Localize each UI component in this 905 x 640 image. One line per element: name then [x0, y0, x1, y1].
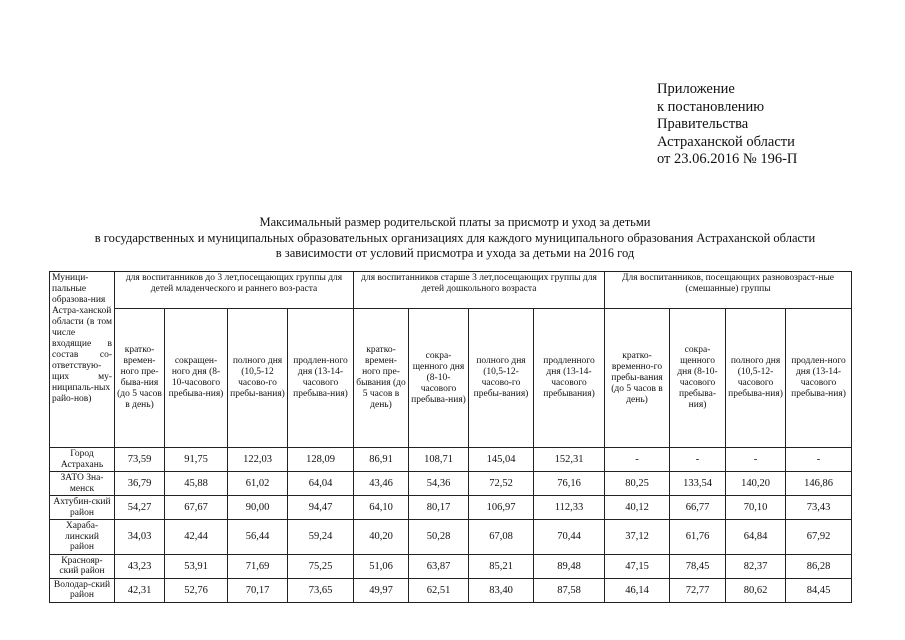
- sub-header: сокра-щенного дня (8-10-часового пребыва-ния): [670, 309, 726, 448]
- table-row: [50, 554, 852, 578]
- fee-value: 42,44: [165, 520, 228, 555]
- sub-header: кратко-времен-ного пре-быва-ния (до 5 часов в день): [115, 309, 165, 448]
- fee-value: 64,10: [354, 496, 409, 520]
- sub-header: сокра-щенного дня (8-10-часового пребыва-ния): [409, 309, 469, 448]
- table-row: [50, 496, 852, 520]
- sub-header: полного дня (10,5-12-часово-го пребы-вания): [469, 309, 534, 448]
- fee-value: 37,12: [605, 520, 670, 555]
- fee-value: 64,04: [288, 472, 354, 496]
- group-header-mixed-age: Для воспитанников, посещающих разновозраст-ные (смешанные) группы: [605, 272, 852, 309]
- fee-value: 73,43: [786, 496, 852, 520]
- sub-header: кратко-временно-го пребы-вания (до 5 часов в день): [605, 309, 670, 448]
- fee-value: 83,40: [469, 578, 534, 602]
- fee-value: 43,23: [115, 554, 165, 578]
- fee-value: 152,31: [534, 448, 605, 472]
- fee-value: 94,47: [288, 496, 354, 520]
- fee-value: 145,04: [469, 448, 534, 472]
- fee-value: 56,44: [228, 520, 288, 555]
- table-row: [50, 578, 852, 602]
- appendix-line: к постановлению: [657, 98, 765, 115]
- fee-value: -: [670, 448, 726, 472]
- appendix-line: Правительства: [657, 116, 749, 132]
- fee-value: 59,24: [288, 520, 354, 555]
- fee-value: -: [605, 448, 670, 472]
- fee-value: 50,28: [409, 520, 469, 555]
- fee-value: 51,06: [354, 554, 409, 578]
- fee-value: 67,92: [786, 520, 852, 555]
- fee-value: 63,87: [409, 554, 469, 578]
- fee-value: 61,76: [670, 520, 726, 555]
- fee-value: 80,25: [605, 472, 670, 496]
- fee-value: 64,84: [726, 520, 786, 555]
- group-header-over-3: для воспитанников старше 3 лет,посещающих группы для детей дошкольного возраста: [354, 272, 605, 309]
- fee-value: 72,52: [469, 472, 534, 496]
- appendix-block: [657, 81, 797, 169]
- fee-value: 86,91: [354, 448, 409, 472]
- fee-value: 46,14: [605, 578, 670, 602]
- fee-value: 140,20: [726, 472, 786, 496]
- fee-value: 133,54: [670, 472, 726, 496]
- fee-value: -: [786, 448, 852, 472]
- sub-header: кратко-времен-ного пре-бывания (до 5 часов в день): [354, 309, 409, 448]
- sub-header: продлен-ного дня (13-14-часового пребыва-ния): [288, 309, 354, 448]
- fee-value: 73,65: [288, 578, 354, 602]
- fee-value: -: [726, 448, 786, 472]
- fee-value: 40,20: [354, 520, 409, 555]
- region-name: Хараба-линский район: [50, 520, 115, 555]
- table-row: [50, 520, 852, 555]
- fee-value: 90,00: [228, 496, 288, 520]
- appendix-date: от 23.06.2016 № 196-П: [657, 151, 798, 167]
- fee-value: 67,08: [469, 520, 534, 555]
- fee-value: 67,67: [165, 496, 228, 520]
- fee-value: 62,51: [409, 578, 469, 602]
- fee-value: 47,15: [605, 554, 670, 578]
- fee-value: 82,37: [726, 554, 786, 578]
- sub-header: продленного дня (13-14-часового пребывания): [534, 309, 605, 448]
- fee-value: 89,48: [534, 554, 605, 578]
- sub-header: сокращен-ного дня (8-10-часового пребыва-ния): [165, 309, 228, 448]
- region-name: Володар-ский район: [50, 578, 115, 602]
- region-name: Ахтубин-ский район: [50, 496, 115, 520]
- document-title: [40, 215, 870, 262]
- fee-value: 70,10: [726, 496, 786, 520]
- table-row: [50, 448, 852, 472]
- fee-value: 53,91: [165, 554, 228, 578]
- fee-value: 40,12: [605, 496, 670, 520]
- fee-value: 91,75: [165, 448, 228, 472]
- region-name: ЗАТО Зна-менск: [50, 472, 115, 496]
- sub-header: полного дня (10,5-12 часово-го пребы-вания): [228, 309, 288, 448]
- title-line: в государственных и муниципальных образовательных организациях для каждого муниципального образования Астраханской области: [94, 230, 816, 245]
- fee-value: 42,31: [115, 578, 165, 602]
- fee-value: 80,17: [409, 496, 469, 520]
- fee-value: 122,03: [228, 448, 288, 472]
- fee-value: 80,62: [726, 578, 786, 602]
- region-column-header: Муници-пальные образова-ния Астра-ханской области (в том числе входящие в состав со-ответствую-щих му-ниципаль-ных райо-нов): [50, 272, 115, 448]
- fee-value: 87,58: [534, 578, 605, 602]
- region-name: Краснояр-ский район: [50, 554, 115, 578]
- fee-value: 61,02: [228, 472, 288, 496]
- fee-value: 66,77: [670, 496, 726, 520]
- appendix-line: Приложение: [657, 81, 735, 97]
- fee-value: 71,69: [228, 554, 288, 578]
- fee-table: [49, 271, 852, 603]
- region-name: Город Астрахань: [50, 448, 115, 472]
- fee-value: 54,27: [115, 496, 165, 520]
- sub-header: полного дня (10,5-12-часового пребыва-ния): [726, 309, 786, 448]
- fee-value: 84,45: [786, 578, 852, 602]
- group-header-under-3: для воспитанников до 3 лет,посещающих группы для детей младенческого и раннего воз-раста: [115, 272, 354, 309]
- fee-value: 34,03: [115, 520, 165, 555]
- fee-value: 70,44: [534, 520, 605, 555]
- fee-value: 85,21: [469, 554, 534, 578]
- fee-value: 78,45: [670, 554, 726, 578]
- fee-value: 52,76: [165, 578, 228, 602]
- sub-header: продлен-ного дня (13-14-часового пребыва-ния): [786, 309, 852, 448]
- fee-value: 70,17: [228, 578, 288, 602]
- fee-value: 36,79: [115, 472, 165, 496]
- fee-value: 73,59: [115, 448, 165, 472]
- fee-value: 112,33: [534, 496, 605, 520]
- fee-value: 45,88: [165, 472, 228, 496]
- title-line: в зависимости от условий присмотра и ухода за детьми на 2016 год: [275, 246, 635, 260]
- appendix-line: Астраханской области: [657, 133, 795, 150]
- fee-value: 128,09: [288, 448, 354, 472]
- fee-value: 72,77: [670, 578, 726, 602]
- fee-value: 106,97: [469, 496, 534, 520]
- fee-value: 54,36: [409, 472, 469, 496]
- title-line: Максимальный размер родительской платы за присмотр и уход за детьми: [259, 215, 651, 229]
- table-row: [50, 472, 852, 496]
- fee-value: 43,46: [354, 472, 409, 496]
- fee-value: 49,97: [354, 578, 409, 602]
- fee-value: 75,25: [288, 554, 354, 578]
- fee-value: 76,16: [534, 472, 605, 496]
- fee-value: 146,86: [786, 472, 852, 496]
- fee-value: 86,28: [786, 554, 852, 578]
- fee-value: 108,71: [409, 448, 469, 472]
